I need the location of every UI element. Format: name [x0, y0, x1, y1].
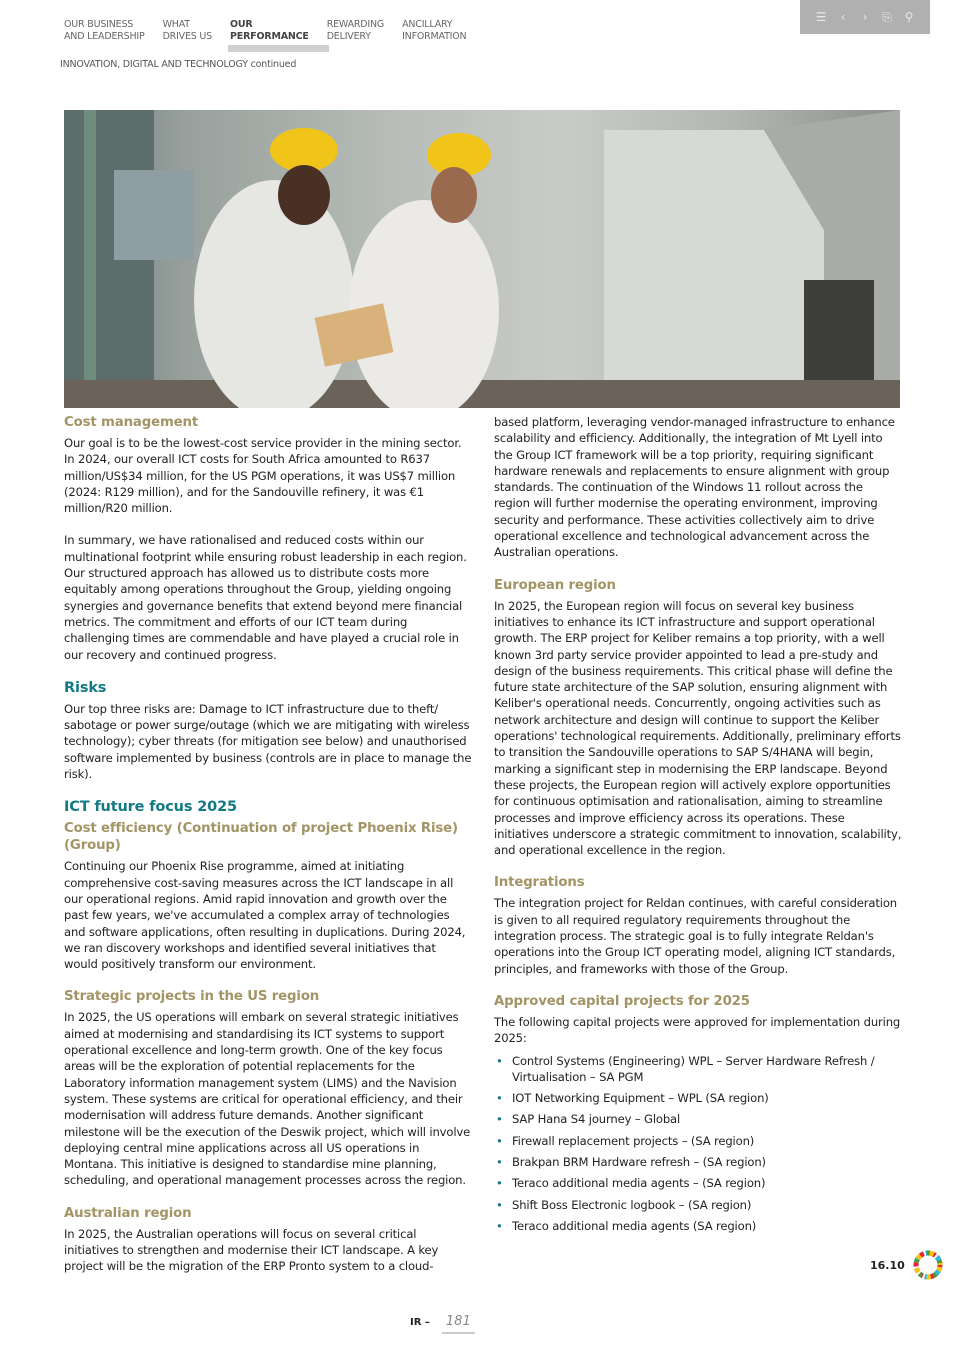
nav-label: PERFORMANCE	[230, 31, 309, 42]
paragraph: Our top three risks are: Damage to ICT infrastructure due to theft/ sabotage or power surge/outage (which we are mitigating with wireless technology); cyber threats (for mitigation see below) and unauthorised software implemented by business (controls are in place to manage the risk).	[64, 701, 472, 782]
paragraph: Continuing our Phoenix Rise programme, aimed at initiating comprehensive cost-saving measures across the ICT landscape in all our operational regions. Amid rapid innovation and growth over the past few years, we've accumulated a complex array of technologies and software applications, often resulting in duplications. During 2024, we ran discovery workshops and identified several initiatives that would positively transform our environment.	[64, 859, 466, 972]
workers-photo	[64, 110, 900, 408]
page-footer	[410, 1314, 475, 1334]
sdg-reference	[870, 1250, 943, 1280]
paragraph: based platform, leveraging vendor-managed infrastructure to enhance scalability and efficiency. Additionally, the integration of Mt Lyell into the Group ICT framework will be a top priority, requiring significant hardware renewals and replacements to ensure alignment with group standards. The continuation of the Windows 11 rollout across the region will further modernise the operating environment, improving security and performance. These activities collectively aim to drive operational excellence and technological advancement across the Australian operations.	[494, 415, 895, 560]
nav-label: INFORMATION	[402, 31, 467, 42]
heading-risks: Risks	[64, 679, 107, 696]
heading-us-projects: Strategic projects in the US region	[64, 989, 320, 1005]
page-number: 181	[442, 1314, 475, 1334]
heading-european-region: European region	[494, 577, 616, 593]
nav-rewarding-delivery[interactable]	[327, 19, 384, 43]
nav-label: ANCILLARY	[402, 19, 453, 30]
document-icon[interactable]: ⎘	[882, 9, 892, 24]
footer-prefix: IR –	[410, 1317, 430, 1328]
nav-label: DRIVES US	[162, 31, 213, 42]
nav-our-performance[interactable]	[230, 19, 309, 43]
nav-label: WHAT	[162, 19, 190, 30]
heading-capital-projects: Approved capital projects for 2025	[494, 993, 750, 1009]
list-item: • Control Systems (Engineering) WPL – Server Hardware Refresh / Virtualisation – SA PGM	[494, 1053, 902, 1086]
paragraph: Our goal is to be the lowest-cost service provider in the mining sector. In 2024, our overall ICT costs for South Africa amounted to R637 million/US$34 million, for the US PGM operations, it was US$7 million (2024: R129 million), and for the Sandouville refinery, it was €1 million/R20 million.	[64, 436, 462, 516]
heading-integrations: Integrations	[494, 875, 585, 891]
heading-cost-efficiency: Cost efficiency (Continuation of project Phoenix Rise) (Group)	[64, 821, 458, 854]
nav-label: REWARDING	[326, 19, 385, 30]
toolbar	[800, 0, 930, 34]
list-item: • SAP Hana S4 journey – Global	[494, 1111, 902, 1127]
right-column	[494, 414, 902, 1239]
nav-our-business[interactable]	[64, 19, 145, 43]
nav-what-drives-us[interactable]	[163, 19, 212, 43]
paragraph: The integration project for Reldan continues, with careful consideration is given to all required regulatory requirements throughout the integration process. The strategic goal is to fully integrate Reldan's operations into the Group ICT operating model, aligning ICT standards, principles, and frameworks with those of the Group.	[494, 896, 897, 976]
chevron-left-icon[interactable]: ‹	[840, 10, 846, 24]
list-item: • Firewall replacement projects – (SA region)	[494, 1133, 902, 1149]
list-item: • Shift Boss Electronic logbook – (SA region)	[494, 1197, 902, 1213]
nav-label: AND LEADERSHIP	[64, 31, 145, 42]
sdg-target-label: 16.10	[870, 1258, 905, 1272]
paragraph: In 2025, the US operations will embark on several strategic initiatives aimed at modernising and standardising its ICT systems to support operational excellence and long-term growth. One of the key focus areas will be the exploration of potential replacements for the Laboratory information management system (LIMS) and the Navision system. These systems are critical for operational efficiency, and their modernisation will address future demands. Another significant milestone will be the execution of the Deswik project, which will involve deploying central mine applications across all US operations in Montana. This initiative is designed to standardise mine planning, scheduling, and operational management processes across the region.	[64, 1010, 471, 1188]
nav-label: OUR	[230, 19, 253, 30]
list-item: • IOT Networking Equipment – WPL (SA region)	[494, 1090, 902, 1106]
sdg-wheel-icon	[913, 1250, 943, 1280]
left-column	[64, 414, 472, 1291]
section-title: INNOVATION, DIGITAL AND TECHNOLOGY continued	[60, 59, 297, 70]
paragraph: In 2025, the European region will focus on several key business initiatives to enhance its ICT infrastructure and support operational growth. The ERP project for Keliber remains a top priority, with a well known 3rd party service provider appointed to lead a pre-study and design of the business requirements. This critical phase will define the future state architecture of the SAP solution, ensuring alignment with Keliber's operational needs. Concurrently, ongoing activities such as network architecture and design will continue to support the Keliber operations' technological requirements. Additionally, preliminary efforts to transition the Sandouville operations to SAP S/4HANA will begin, marking a significant step in modernising the ERP landscape. Beyond these projects, the European region will actively explore opportunities for continuous optimisation and rationalisation, aiming to streamline processes and improve efficiency across its operations. These initiatives underscore a strategic commitment to innovation, scalability, and operational excellence in the region.	[494, 598, 902, 858]
nav-ancillary-information[interactable]	[402, 19, 466, 43]
list-item: • Teraco additional media agents (SA region)	[494, 1218, 902, 1234]
heading-cost-management: Cost management	[64, 415, 199, 430]
list-item: • Brakpan BRM Hardware refresh – (SA region)	[494, 1154, 902, 1170]
search-icon[interactable]: ⚲	[904, 10, 914, 24]
paragraph: In summary, we have rationalised and reduced costs within our multinational footprint while ensuring robust leadership in each region. Our structured approach has allowed us to distribute costs more equitably among operations throughout the Group, yielding ongoing synergies and governance benefits that extend beyond mere financial metrics. The commitment and efforts of our ICT team during challenging times are commendable and have played a crucial role in our recovery and continued progress.	[64, 533, 467, 662]
capital-projects-list	[494, 1053, 902, 1235]
top-nav	[64, 19, 484, 43]
nav-label: OUR BUSINESS	[64, 19, 134, 30]
menu-icon[interactable]: ☰	[815, 10, 827, 24]
heading-ict-future-focus: ICT future focus 2025	[64, 799, 237, 816]
chevron-right-icon[interactable]: ›	[862, 10, 868, 24]
paragraph: In 2025, the Australian operations will focus on several critical initiatives to strengthen and modernise their ICT landscape. A key project will be the migration of the ERP Pronto system to a cloud-	[64, 1226, 439, 1274]
nav-label: DELIVERY	[326, 31, 371, 42]
paragraph: The following capital projects were approved for implementation during 2025:	[494, 1014, 901, 1046]
list-item: • Teraco additional media agents – (SA region)	[494, 1175, 902, 1191]
heading-australian-region: Australian region	[64, 1205, 192, 1221]
